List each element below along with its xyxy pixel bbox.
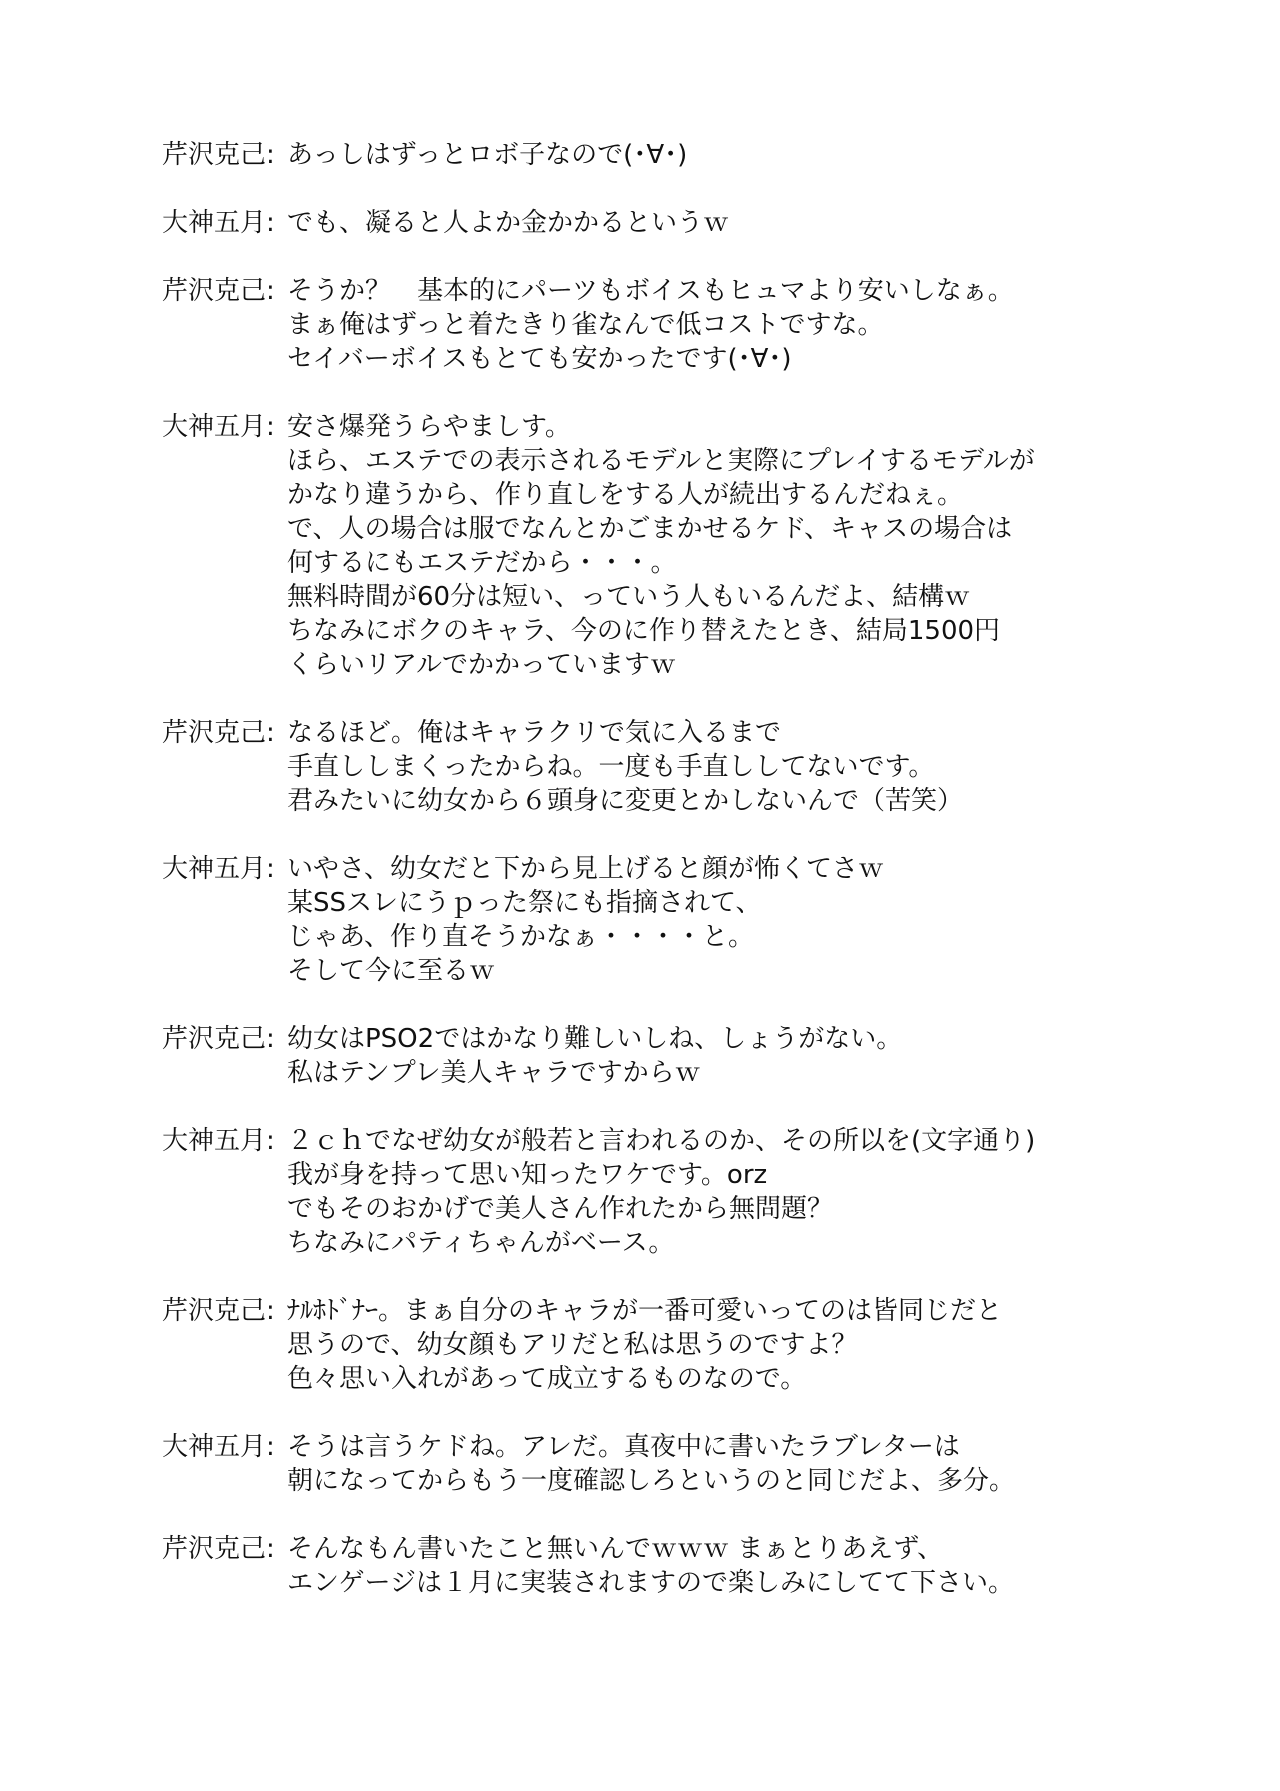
entry-gap (162, 818, 1242, 852)
message-line: そうは言うケドね。アレだ。真夜中に書いたラブレターは (287, 1432, 960, 1462)
message-line: 無料時間が60分は短い、っていう人もいるんだよ、結構ｗ (287, 582, 971, 612)
message-line: でもそのおかげで美人さん作れたから無問題？ (287, 1194, 834, 1224)
dialogue-transcript (162, 138, 1242, 1600)
message-line: そして今に至るｗ (287, 956, 496, 986)
entry-gap (162, 376, 1242, 410)
dialogue-entry (162, 206, 1242, 240)
message-line: エンゲージは１月に実装されますので楽しみにしてて下さい。 (287, 1568, 1014, 1598)
speaker-name: 大神五月: (162, 412, 275, 442)
speaker-name: 芹沢克己: (162, 1296, 275, 1326)
entry-gap (162, 1396, 1242, 1430)
entry-gap (162, 682, 1242, 716)
entry-gap (162, 1260, 1242, 1294)
message-line: じゃあ、作り直そうかなぁ・・・・と。 (287, 922, 754, 952)
entry-gap (162, 988, 1242, 1022)
dialogue-entry (162, 852, 1242, 988)
dialogue-entry (162, 716, 1242, 818)
message-line: まぁ俺はずっと着たきり雀なんで低コストですな。 (287, 310, 884, 340)
speaker-name: 芹沢克己: (162, 140, 275, 170)
message-line: 安さ爆発うらやましす。 (287, 412, 571, 442)
message-lines (287, 716, 1242, 818)
message-line: ちなみにパティちゃんがベース。 (287, 1228, 675, 1258)
speaker-name: 大神五月: (162, 1126, 275, 1156)
message-lines (287, 1022, 1242, 1090)
dialogue-entry (162, 138, 1242, 172)
message-line: 私はテンプレ美人キャラですからｗ (287, 1058, 701, 1088)
dialogue-entry (162, 1124, 1242, 1260)
message-line: ほら、エステでの表示されるモデルと実際にプレイするモデルが (287, 446, 1035, 476)
entry-gap (162, 1090, 1242, 1124)
speaker-name: 芹沢克己: (162, 718, 275, 748)
message-lines (287, 1430, 1242, 1498)
message-line: 思うので、幼女顔もアリだと私は思うのですよ？ (287, 1330, 858, 1360)
message-lines (287, 206, 1242, 240)
message-lines (287, 1532, 1242, 1600)
message-lines (287, 1294, 1242, 1396)
message-line: かなり違うから、作り直しをする人が続出するんだねぇ。 (287, 480, 964, 510)
message-line: 幼女はPSO2ではかなり難しいしね、しょうがない。 (287, 1024, 903, 1054)
message-line: セイバーボイスもとても安かったです(･∀･) (287, 344, 792, 374)
message-line: そんなもん書いたこと無いんでｗｗｗ まぁとりあえず、 (287, 1534, 944, 1564)
message-line: 色々思い入れがあって成立するものなので。 (287, 1364, 807, 1394)
message-line: 朝になってからもう一度確認しろというのと同じだよ、多分。 (287, 1466, 1016, 1496)
message-lines (287, 138, 1242, 172)
message-line: 我が身を持って思い知ったワケです。orz (287, 1160, 768, 1190)
entry-gap (162, 240, 1242, 274)
speaker-name: 大神五月: (162, 854, 275, 884)
message-line: でも、凝ると人よか金かかるというｗ (287, 208, 730, 238)
message-line: ちなみにボクのキャラ、今のに作り替えたとき、結局1500円 (287, 616, 1001, 646)
message-lines (287, 1124, 1242, 1260)
message-line: ﾅﾙﾎﾄﾞﾅｰ。まぁ自分のキャラが一番可愛いってのは皆同じだと (287, 1296, 1003, 1326)
message-line: 手直ししまくったからね。一度も手直ししてないです。 (287, 752, 935, 782)
speaker-name: 芹沢克己: (162, 276, 275, 306)
dialogue-entry (162, 410, 1242, 682)
message-lines (287, 410, 1242, 682)
message-line: ２ｃｈでなぜ幼女が般若と言われるのか、その所以を(文字通り) (287, 1126, 1036, 1156)
speaker-name: 大神五月: (162, 1432, 275, 1462)
dialogue-entry (162, 1022, 1242, 1090)
message-line: 某SSスレにうｐった祭にも指摘されて、 (287, 888, 762, 918)
message-line: そうか？ 基本的にパーツもボイスもヒュマより安いしなぁ。 (287, 276, 1014, 306)
dialogue-entry (162, 274, 1242, 376)
message-lines (287, 852, 1242, 988)
message-line: で、人の場合は服でなんとかごまかせるケド、キャスの場合は (287, 514, 1013, 544)
speaker-name: 芹沢克己: (162, 1024, 275, 1054)
dialogue-entry (162, 1430, 1242, 1498)
speaker-name: 大神五月: (162, 208, 275, 238)
message-line: くらいリアルでかかっていますｗ (287, 650, 676, 680)
entry-gap (162, 172, 1242, 206)
message-line: なるほど。俺はキャラクリで気に入るまで (287, 718, 782, 748)
dialogue-entry (162, 1294, 1242, 1396)
message-lines (287, 274, 1242, 376)
dialogue-entry (162, 1532, 1242, 1600)
message-line: いやさ、幼女だと下から見上げると顔が怖くてさｗ (287, 854, 884, 884)
message-line: 君みたいに幼女から６頭身に変更とかしないんで（苦笑） (287, 786, 964, 816)
speaker-name: 芹沢克己: (162, 1534, 275, 1564)
entry-gap (162, 1498, 1242, 1532)
message-line: あっしはずっとロボ子なので(･∀･) (287, 140, 688, 170)
message-line: 何するにもエステだから・・・。 (287, 548, 677, 578)
